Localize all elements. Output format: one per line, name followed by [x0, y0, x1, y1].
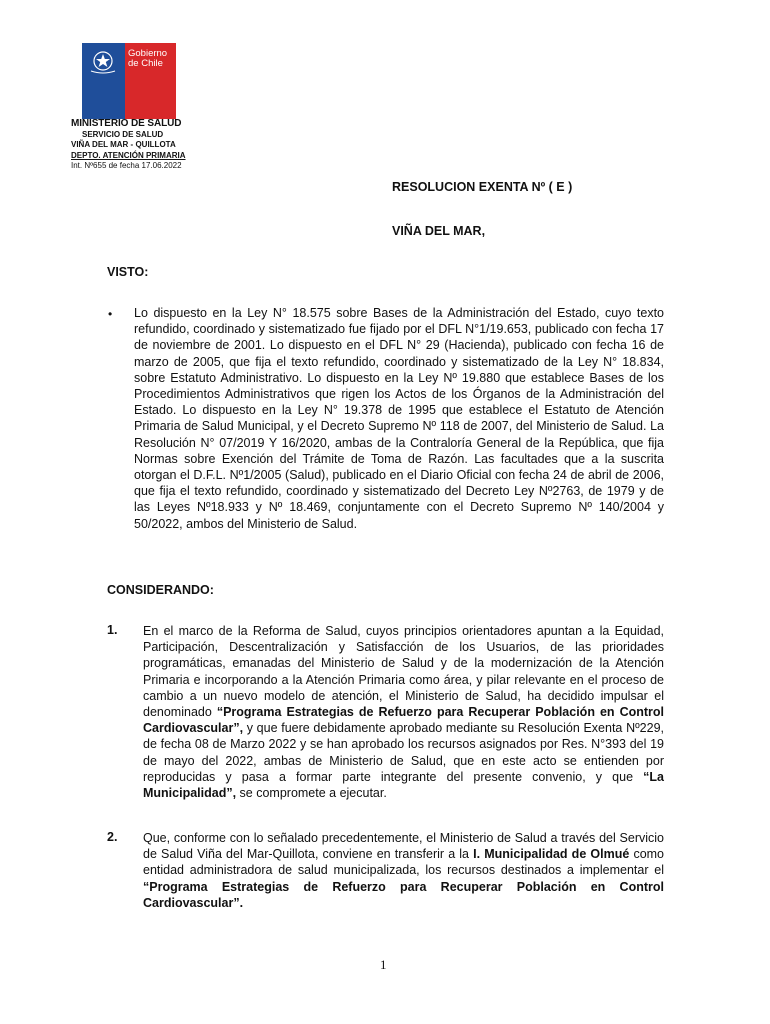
- item-2-bold-b: “Programa Estrategias de Refuerzo para Recuperar Población en Control Cardiovascular”.: [143, 879, 664, 910]
- item-2-text-a: Que, conforme con lo señalado precedentemente, el Ministerio de Salud a través del Servicio de Salud Viña del Mar-Quillota, conviene en transferir a la: [143, 831, 664, 862]
- gobierno-de-chile-logo: [82, 43, 176, 119]
- visto-paragraph: Lo dispuesto en la Ley N° 18.575 sobre Bases de la Administración del Estado, cuyo texto refundido, coordinado y sistematizado fue fijado por el DFL N°1/19.653, publicado con fecha 17 de noviembre de 2001. Lo dispuesto en el DFL N° 29 (Hacienda), publicado con fecha 16 de marzo de 2005, que fija el texto refundido, coordinado y sistematizado de la Ley N° 18.834, sobre Estatuto Administrativo. Lo dispuesto en la Ley Nº 19.880 que establece Bases de los Procedimientos Administrativos que rigen los Actos de los Órganos de la Administración del Estado. Lo dispuesto en la Ley N° 19.378 de 1995 que establece el Estatuto de Atención Primaria de Salud Municipal, y el Decreto Supremo Nº 118 de 2007, del Ministerio de Salud. La Resolución N° 07/2019 Y 16/2020, ambas de la Contraloría General de la República, que fija Normas sobre Exención del Trámite de Toma de Razón. Las facultades que a la suscrita otorgan el D.F.L. Nº1/2005 (Salud), publicado en el Diario Oficial con fecha 24 de abril de 2006, que fija el texto refundido, coordinado y sistematizado del Decreto Ley Nº2763, de 1979 y de las Leyes Nº18.933 y Nº 18.469, conjuntamente con el Decreto Supremo Nº 140/2004 y 50/2022, ambos del Ministerio de Salud.: [134, 306, 664, 531]
- resolution-title: RESOLUCION EXENTA Nº ( E ): [392, 180, 573, 194]
- internal-reference: Int. Nº655 de fecha 17.06.2022: [71, 161, 182, 170]
- item-1-number: 1.: [107, 623, 118, 637]
- item-2-number: 2.: [107, 830, 118, 844]
- department-name: DEPTO. ATENCIÓN PRIMARIA: [71, 150, 186, 160]
- visto-bullet: •: [108, 307, 113, 321]
- city-line: VIÑA DEL MAR,: [392, 224, 486, 238]
- item-1-text-c: se compromete a ejecutar.: [236, 786, 387, 801]
- service-name: SERVICIO DE SALUD: [82, 129, 164, 139]
- item-1-bold-b: “La Municipalidad”,: [143, 769, 664, 801]
- item-1-text-b: y que fuere debidamente aprobado mediante su Resolución Exenta Nº229, de fecha 08 de Marzo 2022 y se han aprobado los recursos asignados por Res. N°393 del 19 de mayo del 2022, ambas de Ministerio de Salud, que en este acto se entienden por reproducidas y pasa a formar parte integrante del presente convenio, y que: [143, 721, 664, 784]
- considerando-heading: CONSIDERANDO:: [107, 583, 214, 597]
- item-2-text-b: como entidad administradora de salud municipalizada, los recursos destinados a implementar el: [143, 847, 665, 878]
- region-name: VIÑA DEL MAR - QUILLOTA: [71, 140, 176, 149]
- item-1-paragraph: [143, 623, 664, 801]
- item-2-bold-a: I. Municipalidad de Olmué: [473, 847, 630, 862]
- coat-of-arms-icon: [85, 46, 122, 76]
- item-2-paragraph: [143, 830, 664, 911]
- page-number: 1: [380, 957, 387, 972]
- ministry-name: MINISTERIO DE SALUD: [71, 118, 182, 129]
- organization-block: [71, 119, 186, 172]
- logo-text-line1: Gobierno: [128, 48, 168, 59]
- logo-text-line2: de Chile: [128, 58, 163, 69]
- item-1-bold-a: “Programa Estrategias de Refuerzo para Recuperar Población en Control Cardiovascular”,: [143, 705, 665, 736]
- visto-heading: VISTO:: [107, 265, 149, 279]
- item-1-text-a: En el marco de la Reforma de Salud, cuyos principios orientadores apuntan a la Equidad, Participación, Descentralización y Satisfacción de los Usuarios, de las prioridades programáticas, emanadas del Ministerio de Salud y de la modernización de la Atención Primaria e incorporando a la Atención Primaria como área, y pilar relevante en el proceso de cambio a un nuevo modelo de atención, el Ministerio de Salud, ha decidido impulsar el denominado: [143, 624, 664, 720]
- logo-text: [128, 49, 167, 69]
